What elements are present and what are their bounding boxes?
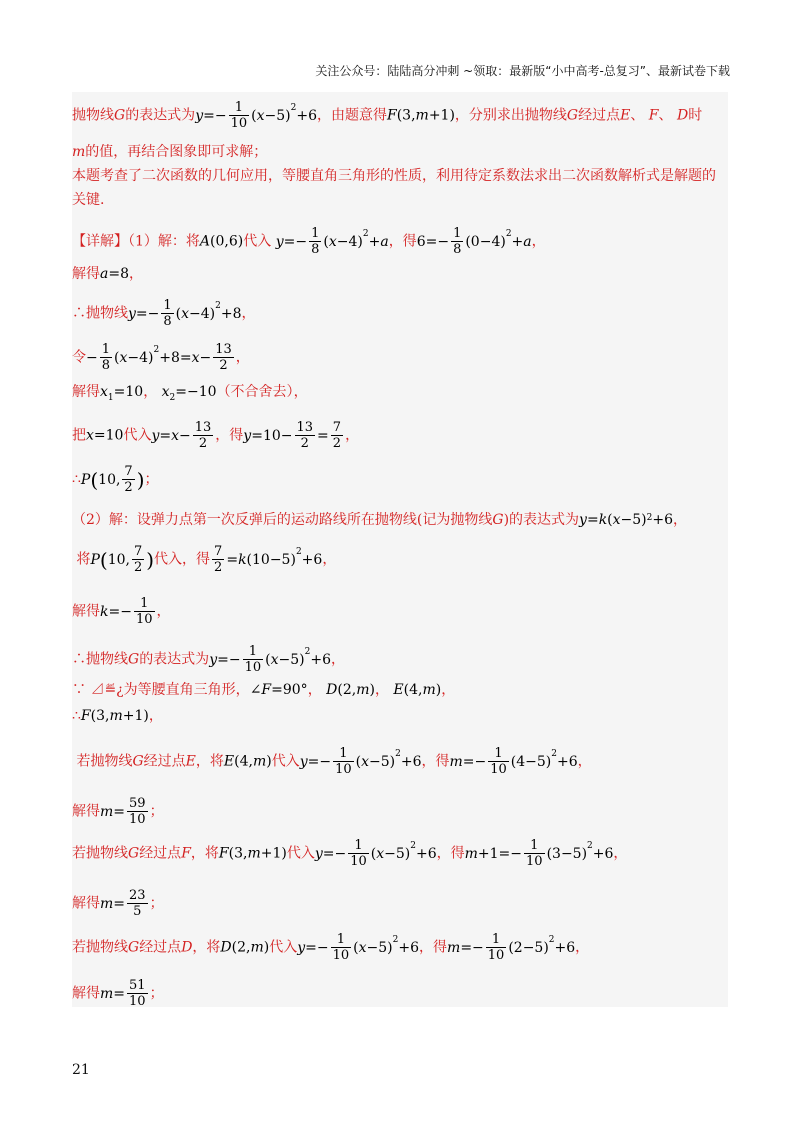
line-5: 【详解】（1）解：将A(0,6)代入 y=− $\frac{1}{8}$ $(x-4)^2+a$，得6=− $\frac{1}{8}$ $(0-4)^2+a$， bbox=[72, 226, 546, 257]
line-19: 解得m= $\frac{59}{10}$ ； bbox=[72, 796, 164, 827]
line-23: 解得m= $\frac{51}{10}$ ； bbox=[72, 978, 164, 1009]
line-15: ∴抛物线G的表达式为y=− $\frac{1}{10}$ $(x-5)^2+6$， bbox=[72, 644, 345, 675]
line-11: ∴P(10, $\frac{7}{2}$ )； bbox=[72, 464, 159, 495]
line-17: ∴F(3,m+1)， bbox=[72, 708, 163, 724]
line-7: ∴抛物线y=− $\frac{1}{8}$ $(x-4)^2+8$， bbox=[72, 298, 256, 329]
solution-content bbox=[72, 92, 728, 1007]
line-13: 将P(10, $\frac{7}{2}$ )代入，得 $\frac{7}{2}$ $=k(10-5)^2+6$， bbox=[76, 544, 337, 575]
line-18: 若抛物线G经过点E，将E(4,m)代入y=− $\frac{1}{10}$ $(x-5)^2+6$，得m=− $\frac{1}{10}$ $(4-5)^2+6$， bbox=[76, 746, 592, 777]
line-2: m的值，再结合图象即可求解； bbox=[72, 144, 268, 160]
page-header: 关注公众号：陆陆高分冲刺 ~领取：最新版“小中高考-总复习”、最新试卷下载 bbox=[315, 64, 730, 78]
line-21: 解得m= $\frac{23}{5}$ ； bbox=[72, 888, 164, 919]
line-12: （2）解：设弹力点第一次反弹后的运动路线所在抛物线(记为抛物线G)的表达式为$y=k(x-5)^2+6$， bbox=[72, 512, 688, 528]
line-14: 解得k=− $\frac{1}{10}$ ， bbox=[72, 596, 171, 627]
page-number: 21 bbox=[72, 1062, 90, 1078]
line-9: 解得$x_1=10$， $x_2=-10$（不合舍去）， bbox=[72, 384, 308, 403]
line-22: 若抛物线G经过点D，将D(2,m)代入y=− $\frac{1}{10}$ $(x-5)^2+6$，得m=− $\frac{1}{10}$ $(2-5)^2+6$， bbox=[72, 932, 590, 963]
line-6: 解得a=8， bbox=[72, 266, 143, 282]
line-8: 令− $\frac{1}{8}$ $(x-4)^2+8=x-$ $\frac{13}{2}$ ， bbox=[72, 342, 250, 373]
line-1: 抛物线G的表达式为y=− $\frac{1}{10}$ $(x-5)^2+6$，由题意得F(3,m+1)，分别求出抛物线G经过点E、 F、 D时 bbox=[72, 100, 703, 131]
line-10: 把x=10代入y=x− $\frac{13}{2}$ ，得y=10− $\frac{13}{2}$ = $\frac{7}{2}$ ， bbox=[72, 420, 360, 451]
line-3: 本题考查了二次函数的几何应用，等腰直角三角形的性质，利用待定系数法求出二次函数解析式是解题的 bbox=[72, 168, 716, 184]
line-16: ∵ ⊿≝¿为等腰直角三角形，∠F=90°， D(2,m)， E(4,m)， bbox=[72, 682, 456, 698]
line-20: 若抛物线G经过点F，将F(3,m+1)代入y=− $\frac{1}{10}$ $(x-5)^2+6$，得m+1=− $\frac{1}{10}$ $(3-5)^2+6$， bbox=[72, 838, 628, 869]
line-4: 关键. bbox=[72, 192, 105, 208]
